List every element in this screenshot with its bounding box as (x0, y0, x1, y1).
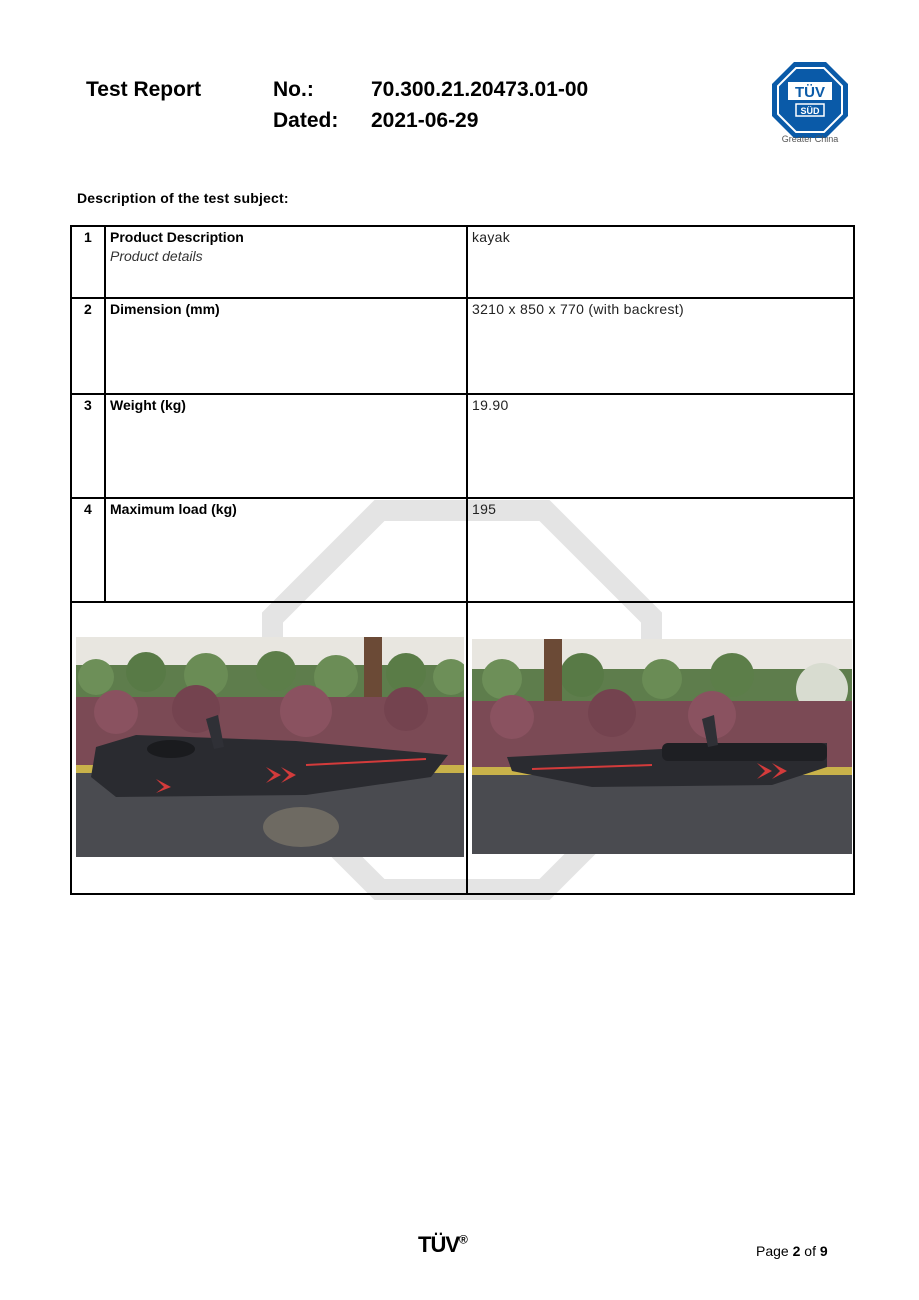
row-label: Weight (kg) (110, 397, 186, 413)
table-col-divider (466, 227, 468, 895)
table-row-divider (72, 497, 853, 499)
section-heading: Description of the test subject: (77, 190, 289, 206)
svg-text:TÜV: TÜV (795, 84, 825, 101)
kayak-photo-right-icon (472, 639, 852, 854)
report-date-label: Dated: (273, 109, 339, 132)
table-row-divider (72, 297, 853, 299)
page-current: 2 (792, 1243, 801, 1259)
row-number: 3 (84, 397, 92, 413)
table-row-divider (72, 393, 853, 395)
row-sublabel: Product details (110, 248, 203, 264)
row-value: 3210 x 850 x 770 (with backrest) (472, 301, 684, 317)
page-of: of (800, 1243, 820, 1259)
page-prefix: Page (756, 1243, 793, 1259)
row-value: 195 (472, 501, 497, 517)
row-number: 1 (84, 229, 92, 245)
row-label: Dimension (mm) (110, 301, 220, 317)
svg-text:SÜD: SÜD (800, 106, 820, 116)
page-number (756, 1243, 828, 1259)
row-value: 19.90 (472, 397, 509, 413)
page-total: 9 (819, 1243, 828, 1259)
registered-mark: ® (459, 1232, 467, 1247)
report-number-label: No.: (273, 78, 314, 101)
report-title: Test Report (86, 78, 202, 101)
test-subject-table (70, 225, 855, 895)
logo-caption: Greater China (781, 134, 839, 144)
tuv-sud-logo-icon (770, 54, 850, 146)
footer-brand-text: TÜV (418, 1232, 459, 1257)
row-value: kayak (472, 229, 511, 245)
kayak-photo-left (76, 637, 464, 857)
report-date-value: 2021-06-29 (371, 109, 479, 132)
kayak-photo-left-icon (76, 637, 464, 857)
footer-brand-logo (418, 1232, 467, 1258)
row-label: Maximum load (kg) (110, 501, 237, 517)
row-number: 2 (84, 301, 92, 317)
table-col-divider (104, 227, 106, 603)
table-row-divider (72, 601, 853, 603)
kayak-photo-right (472, 639, 852, 854)
row-label: Product Description (110, 229, 244, 245)
row-number: 4 (84, 501, 92, 517)
report-number-value: 70.300.21.20473.01-00 (371, 78, 589, 101)
